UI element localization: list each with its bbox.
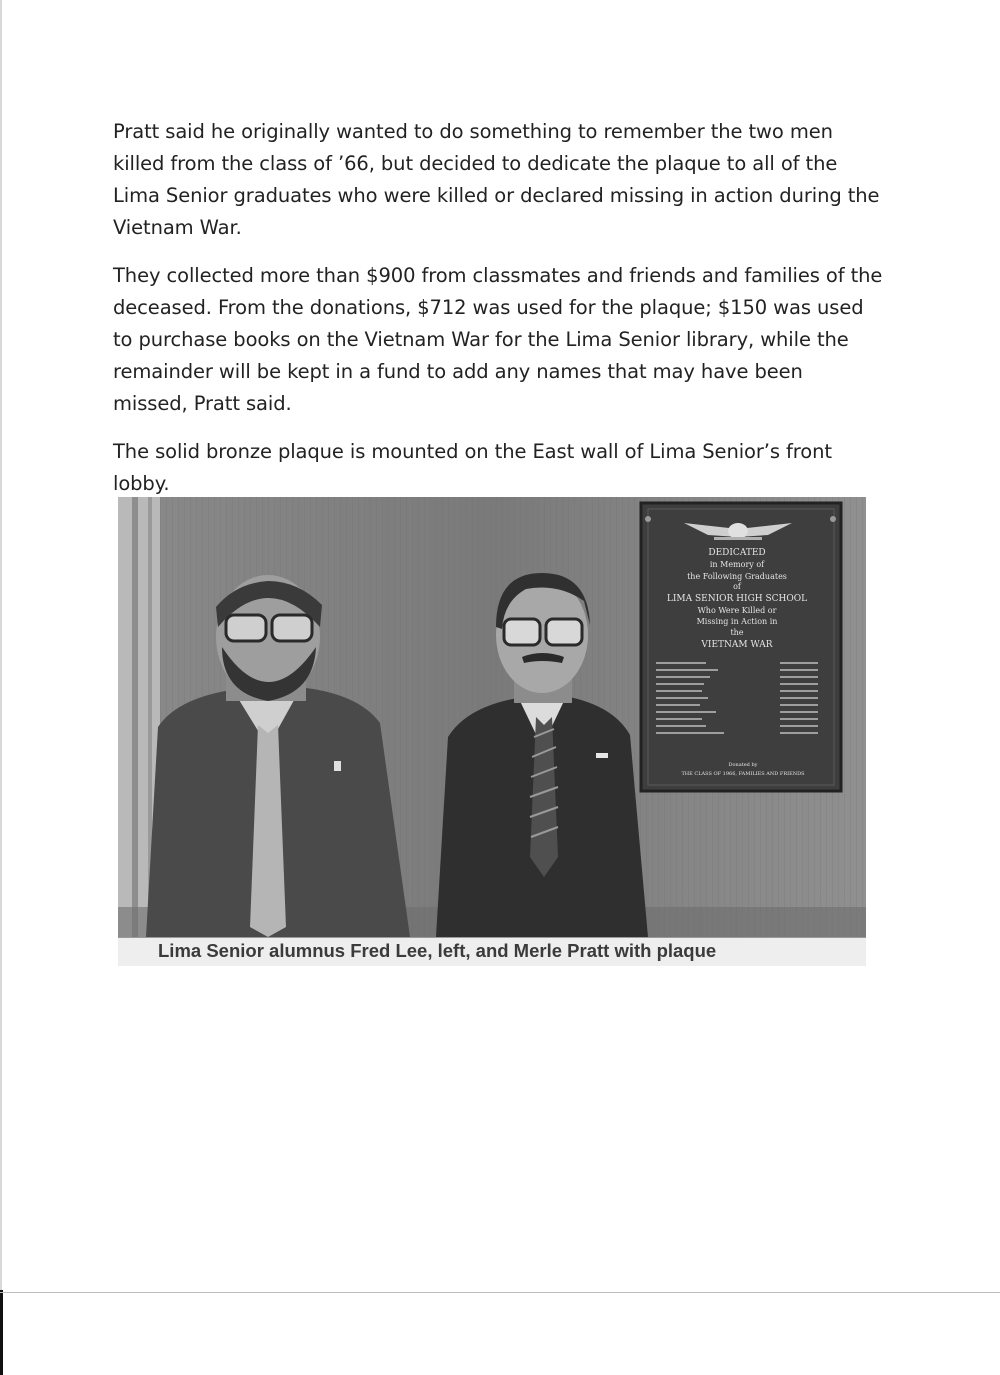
caption-band: [118, 937, 866, 966]
paragraph-1: Pratt said he originally wanted to do something to remember the two men killed from the class of ’66, but decided to dedicate the plaque to all of the Lima Senior graduates who were killed or declared missing in action during the Vietnam War.: [113, 120, 880, 239]
article-body: [113, 116, 883, 516]
plaque-line-3: the Following Graduates: [687, 572, 787, 581]
plaque-footer-2: THE CLASS OF 1966, FAMILIES AND FRIENDS: [681, 771, 805, 777]
page-edge: [0, 0, 2, 1375]
paragraph-2: They collected more than $900 from classmates and friends and families of the deceased. From the donations, $712 was used for the plaque; $150 was used to purchase books on the Vietnam War for the Lima Senior library, while the remainder will be kept in a fund to add any names that may have been missed, Pratt said.: [113, 264, 883, 415]
plaque-line-8: the: [730, 628, 744, 637]
plaque-line-4: of: [733, 582, 741, 591]
page-edge-shadow: [0, 1290, 3, 1375]
plaque-footer-1: Donated by: [728, 762, 758, 768]
memorial-plaque: [641, 503, 841, 791]
page-fold-line: [0, 1292, 1000, 1293]
plaque-line-2: in Memory of: [709, 560, 765, 569]
plaque-line-6: Who Were Killed or: [697, 606, 777, 615]
plaque-line-9: VIETNAM WAR: [701, 640, 773, 650]
newspaper-photo: [118, 497, 866, 937]
paragraph-3: The solid bronze plaque is mounted on the East wall of Lima Senior’s front lobby.: [113, 440, 832, 495]
newspaper-clipping: [118, 497, 866, 967]
plaque-line-7: Missing in Action in: [696, 617, 778, 626]
photo-caption: Lima Senior alumnus Fred Lee, left, and Merle Pratt with plaque: [158, 940, 717, 961]
plaque-line-1: DEDICATED: [708, 548, 766, 558]
plaque-line-5: LIMA SENIOR HIGH SCHOOL: [666, 594, 808, 604]
